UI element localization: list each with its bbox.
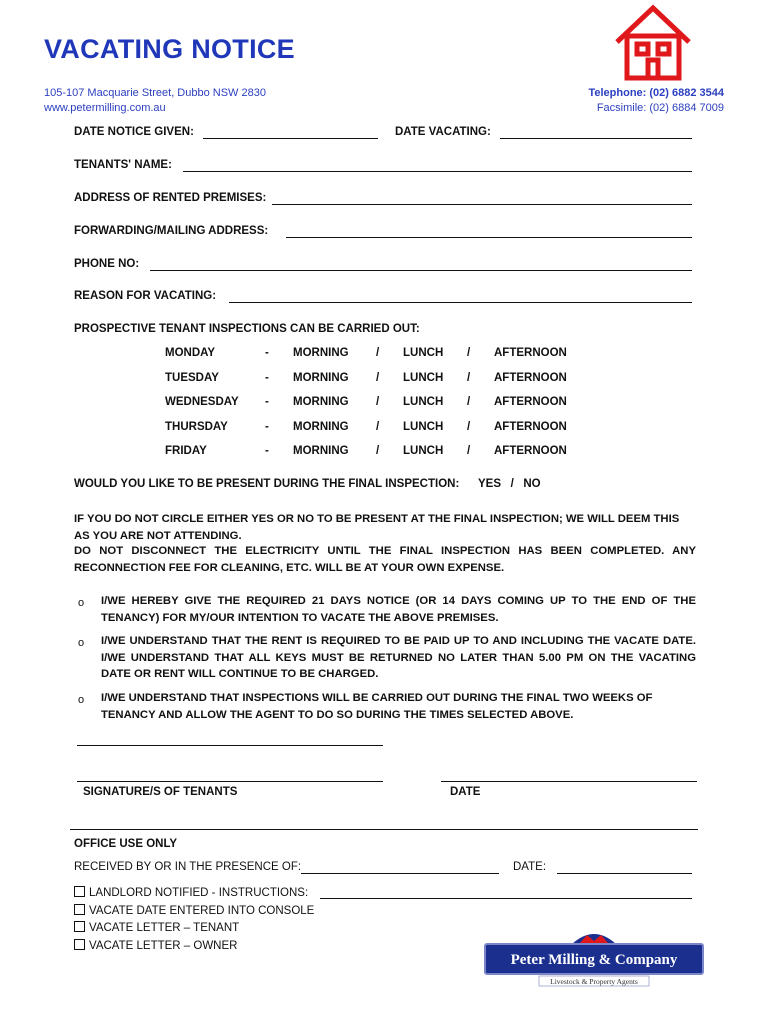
afternoon-option[interactable]: AFTERNOON <box>494 371 567 384</box>
dash-separator: - <box>265 396 269 408</box>
slash-separator: / <box>376 420 380 433</box>
morning-option[interactable]: MORNING <box>293 371 349 384</box>
slash-separator: / <box>467 347 471 359</box>
phone-no-label: PHONE NO: <box>74 258 140 270</box>
house-icon <box>613 4 693 82</box>
slash-separator: / <box>467 445 471 457</box>
bullet-icon: o <box>78 597 85 609</box>
checkbox-icon[interactable] <box>74 939 85 950</box>
signature-tenants-label: SIGNATURE/S OF TENANTS <box>83 786 238 798</box>
final-inspection-options[interactable]: YES / NO <box>478 478 541 490</box>
slash-separator: / <box>376 371 380 384</box>
reason-label: REASON FOR VACATING: <box>74 290 217 302</box>
lunch-option[interactable]: LUNCH <box>403 371 444 384</box>
slash-separator: / <box>467 420 471 433</box>
tenants-name-label: TENANTS' NAME: <box>74 159 172 171</box>
signature-date-label: DATE <box>450 786 481 798</box>
tenants-name-field[interactable] <box>183 171 692 172</box>
morning-option[interactable]: MORNING <box>293 347 349 359</box>
website-link[interactable]: www.petermilling.com.au <box>44 102 166 114</box>
afternoon-option[interactable]: AFTERNOON <box>494 396 567 408</box>
signature-line-1[interactable] <box>77 745 383 746</box>
telephone: Telephone: (02) 6882 3544 <box>588 87 724 99</box>
forwarding-address-field[interactable] <box>286 237 692 238</box>
afternoon-option[interactable]: AFTERNOON <box>494 347 567 359</box>
instructions-field[interactable] <box>320 898 692 899</box>
slash-separator: / <box>376 347 380 359</box>
office-date-field[interactable] <box>557 873 692 874</box>
facsimile: Facsimile: (02) 6884 7009 <box>596 102 724 114</box>
address-line: 105-107 Macquarie Street, Dubbo NSW 2830 <box>44 87 266 99</box>
checklist-label: VACATE LETTER – TENANT <box>89 922 240 934</box>
signature-line-2[interactable] <box>77 781 383 782</box>
reason-field[interactable] <box>229 302 692 303</box>
received-label: RECEIVED BY OR IN THE PRESENCE OF: <box>74 861 302 873</box>
logo-name: Peter Milling & Company <box>510 952 678 968</box>
inspections-heading: PROSPECTIVE TENANT INSPECTIONS CAN BE CARRIED OUT: <box>74 323 420 335</box>
address-rented-label: ADDRESS OF RENTED PREMISES: <box>74 192 267 204</box>
address-rented-field[interactable] <box>272 204 692 205</box>
company-contact <box>588 86 724 116</box>
checklist-label: LANDLORD NOTIFIED - INSTRUCTIONS: <box>89 887 309 899</box>
dash-separator: - <box>265 420 269 433</box>
slash-separator: / <box>376 445 380 457</box>
note-electricity: DO NOT DISCONNECT THE ELECTRICITY UNTIL THE FINAL INSPECTION HAS BEEN COMPLETED. ANY RECONNECTION FEE FOR CLEANING, ETC. WILL BE AT YOUR OWN EXPENSE. <box>74 545 696 574</box>
date-signature-line[interactable] <box>441 781 697 782</box>
lunch-option[interactable]: LUNCH <box>403 420 444 433</box>
bullet-icon: o <box>78 694 85 706</box>
day-label: MONDAY <box>165 347 216 359</box>
office-divider <box>70 829 698 830</box>
lunch-option[interactable]: LUNCH <box>403 445 444 457</box>
dash-separator: - <box>265 347 269 359</box>
company-address <box>44 86 266 116</box>
dash-separator: - <box>265 445 269 457</box>
day-label: THURSDAY <box>165 420 228 433</box>
day-label: TUESDAY <box>165 371 219 384</box>
checklist-label: VACATE LETTER – OWNER <box>89 940 238 952</box>
checkbox-icon[interactable] <box>74 886 85 897</box>
received-field[interactable] <box>301 873 499 874</box>
office-heading: OFFICE USE ONLY <box>74 838 178 850</box>
morning-option[interactable]: MORNING <box>293 445 349 457</box>
phone-no-field[interactable] <box>150 270 692 271</box>
date-notice-given-label: DATE NOTICE GIVEN: <box>74 126 194 138</box>
note-attendance: IF YOU DO NOT CIRCLE EITHER YES OR NO TO BE PRESENT AT THE FINAL INSPECTION; WE WILL DEEM THIS AS YOU ARE NOT ATTENDING. <box>74 513 680 542</box>
declaration-notice: I/WE HEREBY GIVE THE REQUIRED 21 DAYS NOTICE (OR 14 DAYS COMING UP TO THE END OF THE TENANCY) FOR MY/OUR INTENTION TO VACATE THE ABOVE PREMISES. <box>101 595 696 624</box>
page-title: VACATING NOTICE <box>44 34 295 64</box>
date-vacating-label: DATE VACATING: <box>395 126 491 138</box>
slash-separator: / <box>467 396 471 408</box>
checklist-item[interactable] <box>74 904 314 917</box>
morning-option[interactable]: MORNING <box>293 420 349 433</box>
checkbox-icon[interactable] <box>74 921 85 932</box>
afternoon-option[interactable]: AFTERNOON <box>494 420 567 433</box>
slash-separator: / <box>467 371 471 384</box>
day-label: FRIDAY <box>165 445 207 457</box>
company-logo <box>484 930 704 988</box>
declaration-inspections: I/WE UNDERSTAND THAT INSPECTIONS WILL BE CARRIED OUT DURING THE FINAL TWO WEEKS OF TENANCY AND ALLOW THE AGENT TO DO SO DURING THE TIMES SELECTED ABOVE. <box>101 692 653 721</box>
day-label: WEDNESDAY <box>165 396 239 408</box>
logo-tagline: Livestock & Property Agents <box>550 977 638 986</box>
bullet-icon: o <box>78 637 85 649</box>
checklist-item[interactable] <box>74 939 237 952</box>
checklist-item[interactable] <box>74 921 239 934</box>
date-vacating-field[interactable] <box>500 138 692 139</box>
morning-option[interactable]: MORNING <box>293 396 349 408</box>
slash-separator: / <box>376 396 380 408</box>
afternoon-option[interactable]: AFTERNOON <box>494 445 567 457</box>
declaration-rent: I/WE UNDERSTAND THAT THE RENT IS REQUIRED TO BE PAID UP TO AND INCLUDING THE VACATE DATE. I/WE UNDERSTAND THAT ALL KEYS MUST BE RETURNED NO LATER THAN 5.00 PM ON THE VACATING DATE OR RENT WILL CONTINUE TO BE CHARGED. <box>101 635 696 680</box>
forwarding-address-label: FORWARDING/MAILING ADDRESS: <box>74 225 269 237</box>
final-inspection-question: WOULD YOU LIKE TO BE PRESENT DURING THE FINAL INSPECTION: <box>74 478 460 490</box>
checklist-item[interactable] <box>74 886 308 899</box>
dash-separator: - <box>265 371 269 384</box>
checklist-label: VACATE DATE ENTERED INTO CONSOLE <box>89 905 315 917</box>
lunch-option[interactable]: LUNCH <box>403 347 444 359</box>
checkbox-icon[interactable] <box>74 904 85 915</box>
date-notice-given-field[interactable] <box>203 138 378 139</box>
office-date-label: DATE: <box>513 861 547 873</box>
lunch-option[interactable]: LUNCH <box>403 396 444 408</box>
